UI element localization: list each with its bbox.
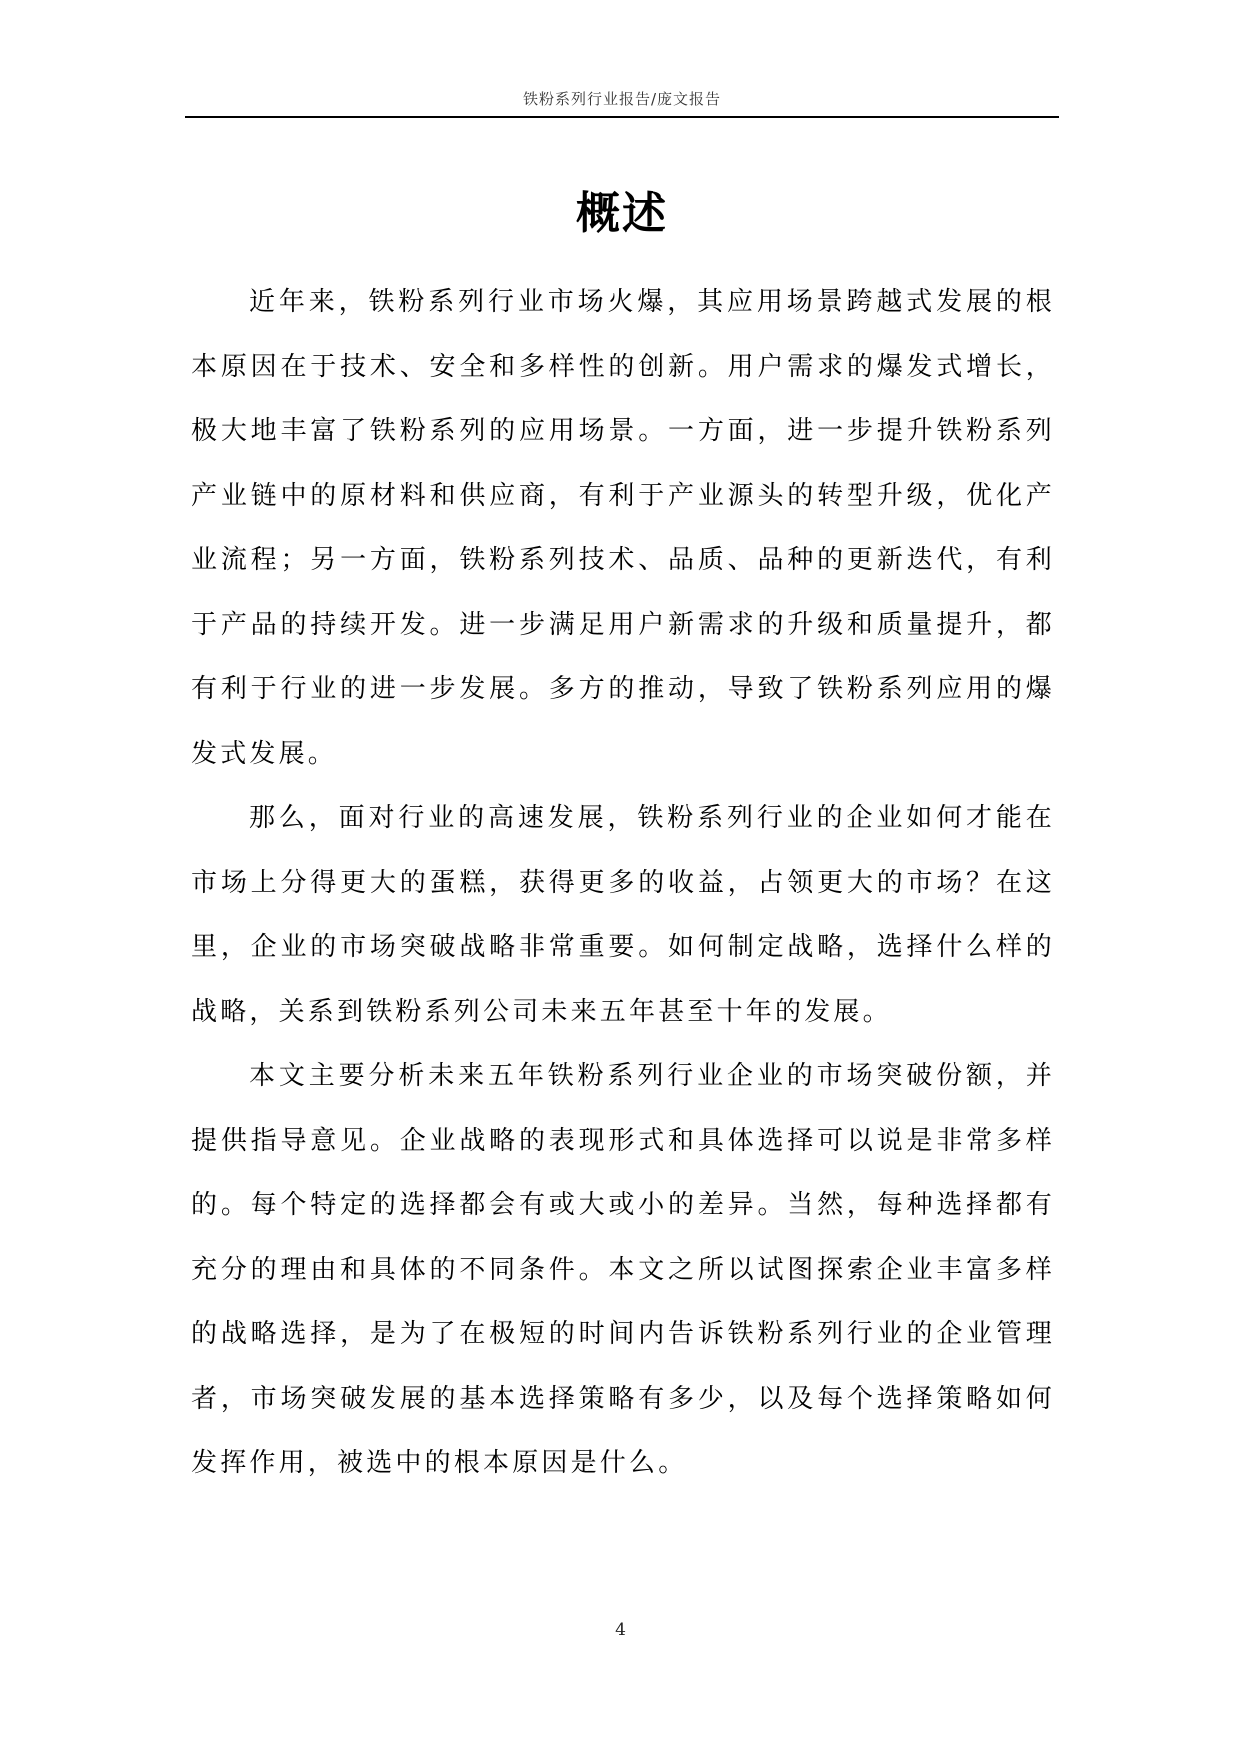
header-divider [185,116,1059,118]
page-title: 概述 [576,188,668,240]
paragraph-1: 近年来，铁粉系列行业市场火爆，其应用场景跨越式发展的根本原因在于技术、安全和多样性的创新。用户需求的爆发式增长，极大地丰富了铁粉系列的应用场景。一方面，进一步提升铁粉系列产业链中的原材料和供应商，有利于产业源头的转型升级，优化产业流程；另一方面，铁粉系列技术、品质、品种的更新迭代，有利于产品的持续开发。进一步满足用户新需求的升级和质量提升，都有利于行业的进一步发展。多方的推动，导致了铁粉系列应用的爆发式发展。 [191,287,1055,769]
running-header: 铁粉系列行业报告/庞文报告 [522,90,722,108]
paragraph-3: 本文主要分析未来五年铁粉系列行业企业的市场突破份额，并提供指导意见。企业战略的表现形式和具体选择可以说是非常多样的。每个特定的选择都会有或大或小的差异。当然，每种选择都有充分的理由和具体的不同条件。本文之所以试图探索企业丰富多样的战略选择，是为了在极短的时间内告诉铁粉系列行业的企业管理者，市场突破发展的基本选择策略有多少，以及每个选择策略如何发挥作用，被选中的根本原因是什么。 [191,1061,1055,1478]
paragraph-2: 那么，面对行业的高速发展，铁粉系列行业的企业如何才能在市场上分得更大的蛋糕，获得更多的收益，占领更大的市场？在这里，企业的市场突破战略非常重要。如何制定战略，选择什么样的战略，关系到铁粉系列公司未来五年甚至十年的发展。 [191,803,1055,1027]
body-text [191,270,1055,1496]
page-number: 4 [615,1620,626,1640]
